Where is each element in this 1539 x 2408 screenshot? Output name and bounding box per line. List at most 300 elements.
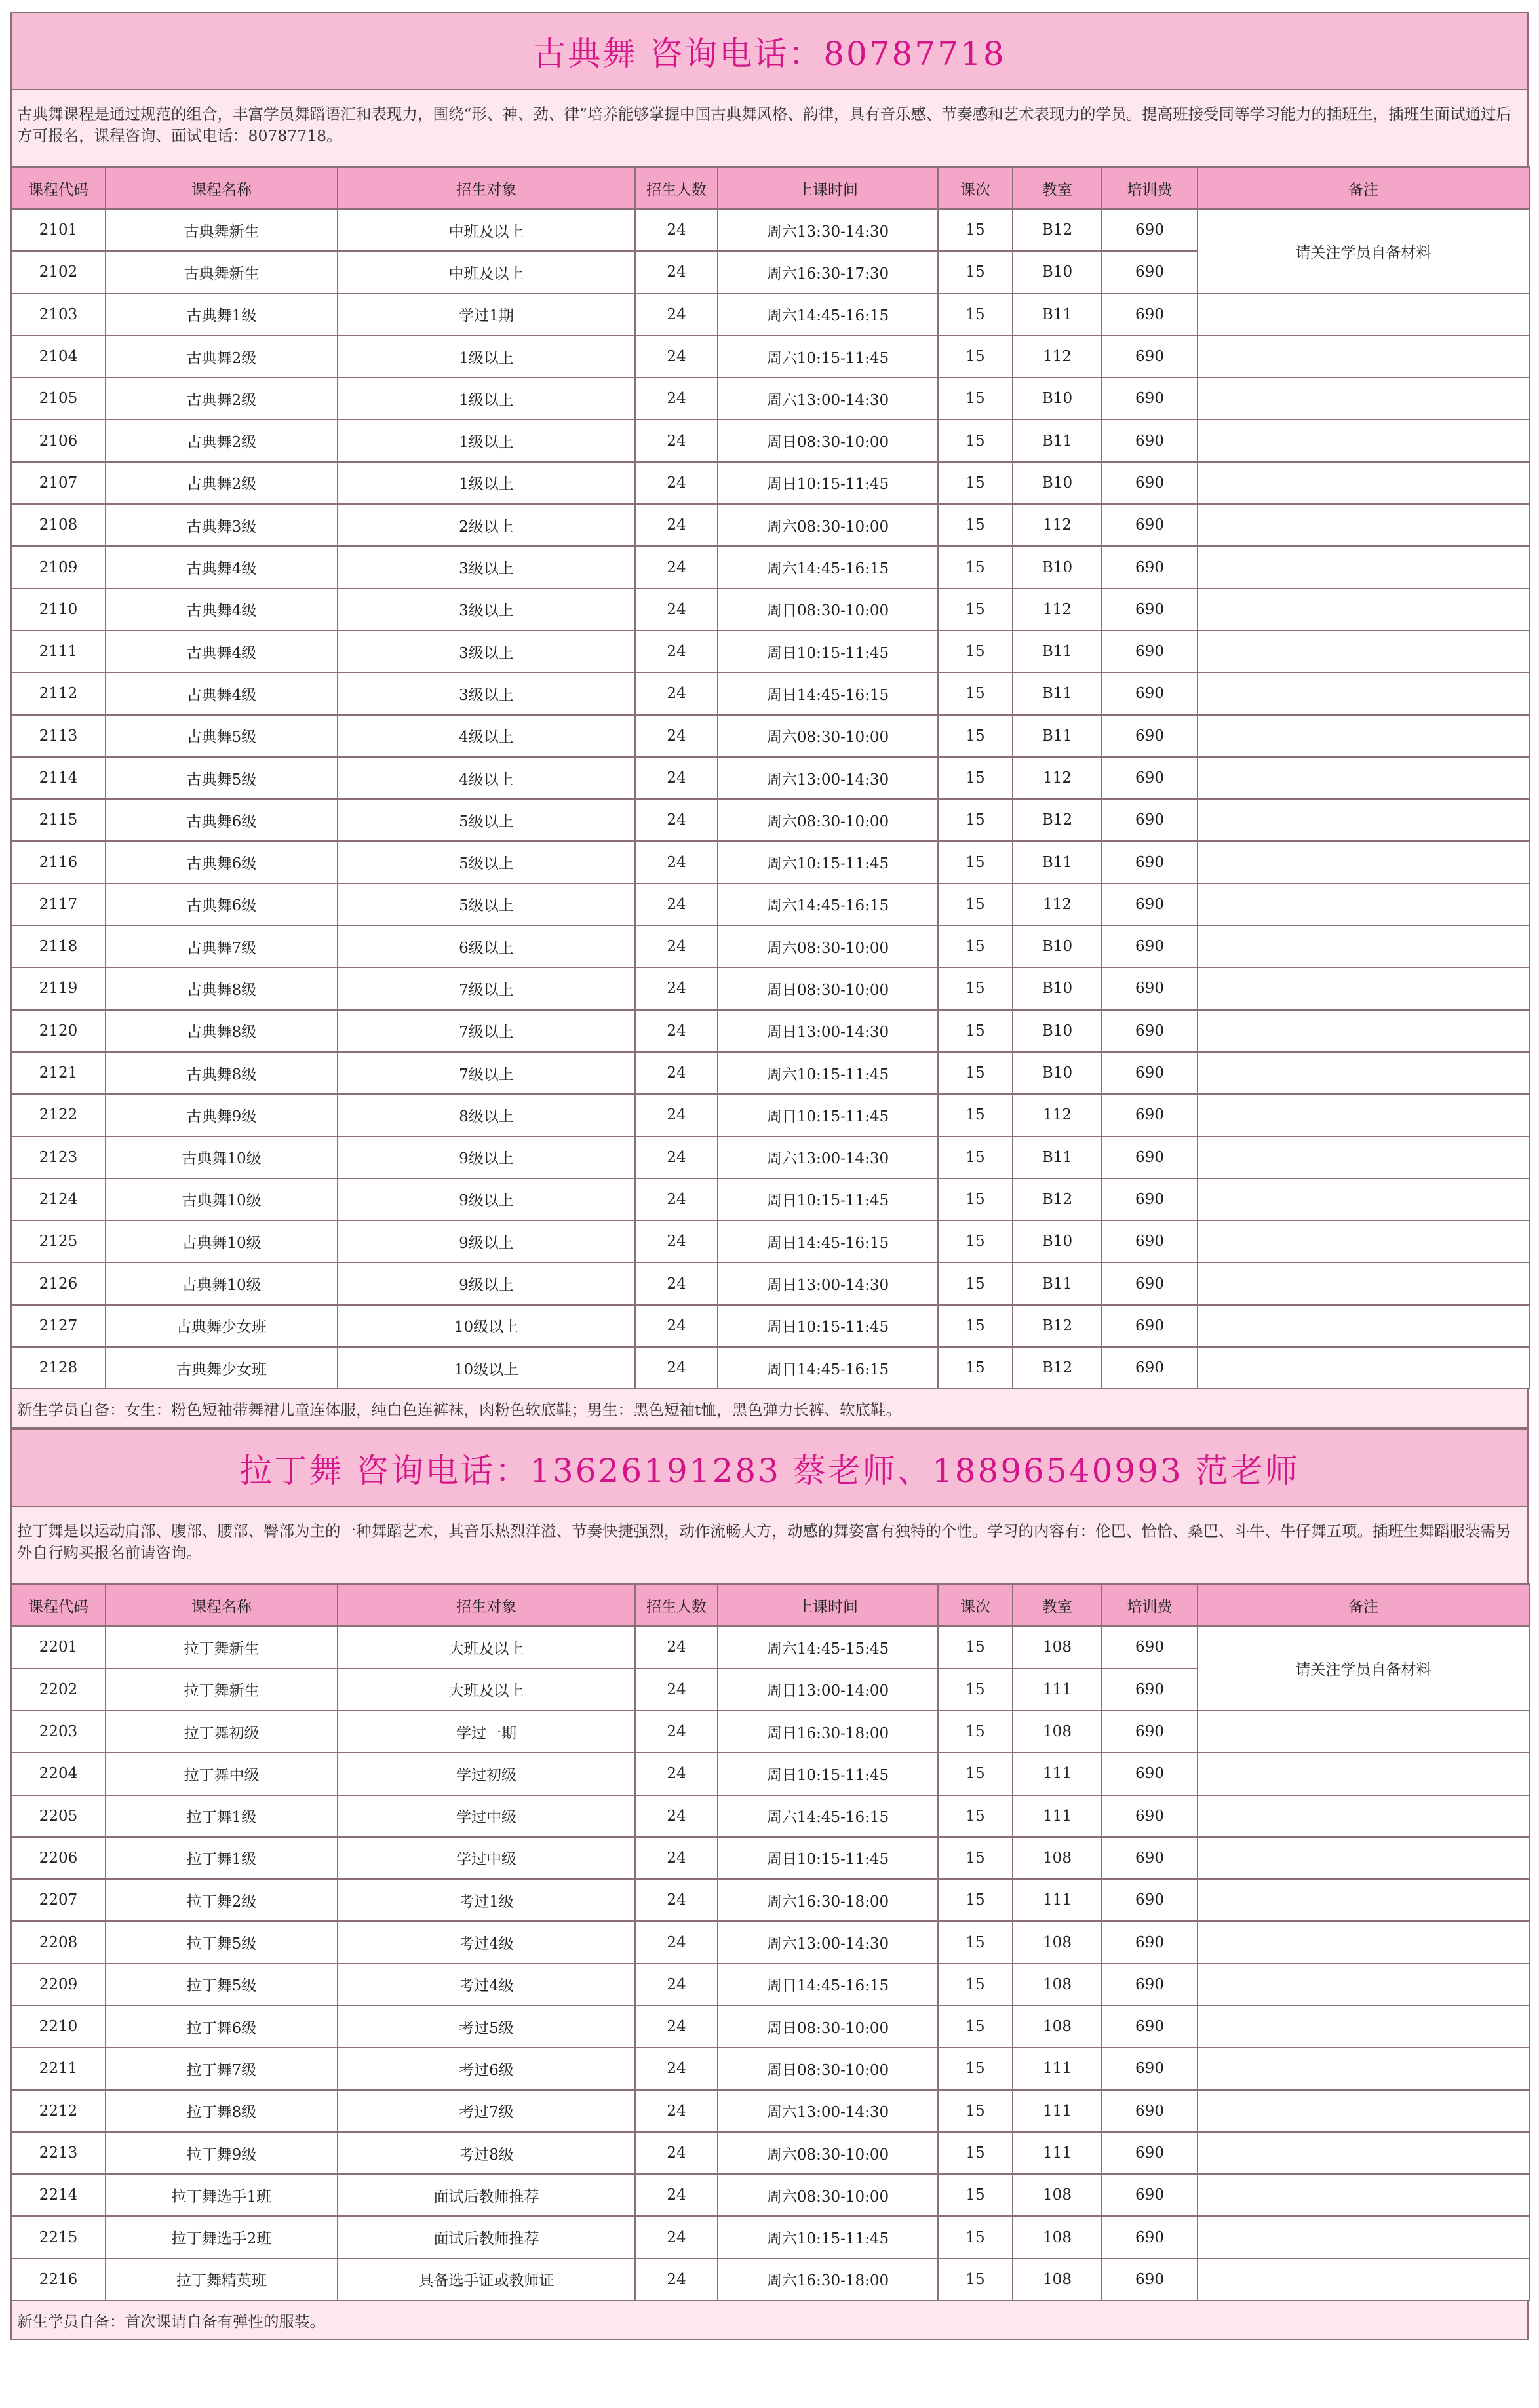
table-cell: 3级以上 [338,672,635,714]
table-cell: 24 [635,419,718,461]
table-cell: 古典舞9级 [106,1094,338,1136]
table-cell: 690 [1102,1178,1198,1220]
column-header: 备注 [1198,167,1529,209]
table-cell: 古典舞3级 [106,504,338,546]
table-row [11,462,1529,504]
table-cell: 2113 [11,715,106,757]
table-cell: 690 [1102,1711,1198,1753]
schedule-table [10,166,1530,1389]
table-cell: 15 [938,1795,1013,1837]
table-cell: 6级以上 [338,925,635,967]
table-cell: 15 [938,2132,1013,2174]
table-cell: 周日14:45-16:15 [718,1964,938,2006]
table-cell: 15 [938,2048,1013,2089]
remark-cell-empty [1198,1305,1529,1347]
section-description: 拉丁舞是以运动肩部、腹部、腰部、臀部为主的一种舞蹈艺术，其音乐热烈洋溢、节奏快捷强烈，动作流畅大方，动感的舞姿富有独特的个性。学习的内容有：伦巴、恰恰、桑巴、斗牛、牛仔舞五项。插班生舞蹈服装需另外自行购买报名前请咨询。 [10,1506,1529,1583]
table-cell: 周六08:30-10:00 [718,504,938,546]
table-cell: 15 [938,419,1013,461]
table-cell: 5级以上 [338,841,635,883]
table-cell: 24 [635,589,718,631]
table-cell: 2126 [11,1262,106,1304]
table-cell: 111 [1013,2048,1102,2089]
table-cell: 24 [635,2174,718,2216]
table-cell: B12 [1013,209,1102,251]
remark-cell-empty [1198,589,1529,631]
remark-cell-empty [1198,378,1529,419]
table-row [11,2048,1529,2089]
table-row [11,715,1529,757]
column-header: 课程代码 [11,1584,106,1626]
remark-cell-empty [1198,2259,1529,2301]
table-row [11,1136,1529,1178]
table-cell: 周日10:15-11:45 [718,1837,938,1879]
table-cell: 15 [938,294,1013,336]
table-cell: 拉丁舞6级 [106,2006,338,2048]
table-cell: B10 [1013,378,1102,419]
table-cell: B12 [1013,1347,1102,1389]
table-cell: 古典舞4级 [106,631,338,672]
table-cell: 24 [635,378,718,419]
table-row [11,1921,1529,1963]
table-cell: 古典舞4级 [106,546,338,588]
table-cell: 考过7级 [338,2090,635,2132]
table-cell: 108 [1013,1711,1102,1753]
table-cell: 周日10:15-11:45 [718,1753,938,1795]
table-cell: 111 [1013,1879,1102,1921]
remark-cell-empty [1198,1795,1529,1837]
table-cell: B12 [1013,1178,1102,1220]
table-cell: 15 [938,884,1013,925]
table-cell: 111 [1013,1669,1102,1711]
table-cell: 690 [1102,1094,1198,1136]
table-cell: 2201 [11,1626,106,1668]
table-cell: 112 [1013,504,1102,546]
table-cell: 15 [938,841,1013,883]
table-row [11,419,1529,461]
latin-dance-section [10,1429,1529,2340]
remark-cell-empty [1198,504,1529,546]
table-cell: 考过6级 [338,2048,635,2089]
table-cell: 拉丁舞新生 [106,1626,338,1668]
table-cell: 周六08:30-10:00 [718,2132,938,2174]
table-cell: 15 [938,1136,1013,1178]
table-cell: 24 [635,2006,718,2048]
table-cell: 690 [1102,336,1198,378]
table-cell: 112 [1013,336,1102,378]
table-cell: 9级以上 [338,1136,635,1178]
table-row [11,1964,1529,2006]
table-cell: 大班及以上 [338,1669,635,1711]
remark-cell-empty [1198,1052,1529,1094]
table-cell: 周日08:30-10:00 [718,967,938,1009]
table-cell: 690 [1102,378,1198,419]
table-cell: 3级以上 [338,631,635,672]
table-cell: 111 [1013,1795,1102,1837]
table-cell: 690 [1102,251,1198,293]
remark-cell-empty [1198,1921,1529,1963]
table-cell: 2112 [11,672,106,714]
table-cell: 15 [938,757,1013,799]
table-cell: 古典舞新生 [106,251,338,293]
column-header: 招生对象 [338,1584,635,1626]
table-cell: 周日08:30-10:00 [718,2006,938,2048]
table-cell: 古典舞8级 [106,1010,338,1052]
table-row [11,757,1529,799]
table-cell: 690 [1102,967,1198,1009]
table-cell: 2级以上 [338,504,635,546]
table-cell: 690 [1102,1262,1198,1304]
table-row [11,504,1529,546]
remark-cell-empty [1198,294,1529,336]
column-header: 教室 [1013,1584,1102,1626]
table-cell: 15 [938,925,1013,967]
table-cell: 8级以上 [338,1094,635,1136]
remark-cell-empty [1198,1753,1529,1795]
table-cell: 周六13:30-14:30 [718,209,938,251]
table-cell: 15 [938,504,1013,546]
table-cell: 15 [938,1837,1013,1879]
table-cell: 15 [938,672,1013,714]
remark-cell-empty [1198,799,1529,841]
table-cell: 112 [1013,589,1102,631]
table-cell: 2122 [11,1094,106,1136]
table-cell: 15 [938,1753,1013,1795]
table-cell: B11 [1013,672,1102,714]
table-cell: 690 [1102,1052,1198,1094]
table-cell: B11 [1013,419,1102,461]
remark-cell-empty [1198,2090,1529,2132]
table-cell: 690 [1102,672,1198,714]
table-cell: 拉丁舞初级 [106,1711,338,1753]
table-cell: 周六14:45-15:45 [718,1626,938,1668]
column-header: 上课时间 [718,167,938,209]
table-cell: 5级以上 [338,884,635,925]
table-cell: 24 [635,251,718,293]
table-cell: 周六13:00-14:30 [718,2090,938,2132]
table-cell: 2208 [11,1921,106,1963]
table-cell: 拉丁舞5级 [106,1964,338,2006]
table-cell: 拉丁舞9级 [106,2132,338,2174]
remark-cell-empty [1198,1347,1529,1389]
table-cell: 15 [938,1178,1013,1220]
table-cell: 9级以上 [338,1220,635,1262]
table-cell: 考过4级 [338,1964,635,2006]
table-cell: 周六08:30-10:00 [718,925,938,967]
table-cell: 24 [635,1052,718,1094]
table-cell: 周日10:15-11:45 [718,631,938,672]
table-cell: 690 [1102,1753,1198,1795]
table-cell: 15 [938,1626,1013,1668]
table-cell: 周六14:45-16:15 [718,884,938,925]
table-cell: 15 [938,2216,1013,2258]
table-row [11,2132,1529,2174]
table-cell: 4级以上 [338,715,635,757]
table-cell: 690 [1102,2259,1198,2301]
table-cell: 古典舞2级 [106,336,338,378]
remark-cell-empty [1198,462,1529,504]
remark-cell-empty [1198,1879,1529,1921]
table-cell: B11 [1013,1262,1102,1304]
table-cell: 112 [1013,757,1102,799]
table-cell: 690 [1102,1347,1198,1389]
table-cell: 古典舞6级 [106,884,338,925]
table-cell: 111 [1013,2090,1102,2132]
column-header: 培训费 [1102,1584,1198,1626]
table-cell: 690 [1102,2048,1198,2089]
table-cell: 考过5级 [338,2006,635,2048]
table-cell: 24 [635,2216,718,2258]
table-cell: 24 [635,209,718,251]
table-cell: 15 [938,1347,1013,1389]
table-cell: 古典舞4级 [106,589,338,631]
table-cell: 学过中级 [338,1837,635,1879]
table-row [11,2090,1529,2132]
table-row [11,2259,1529,2301]
table-cell: 周六14:45-16:15 [718,1795,938,1837]
table-row [11,967,1529,1009]
table-cell: 2120 [11,1010,106,1052]
table-cell: 周六10:15-11:45 [718,336,938,378]
remark-cell-empty [1198,1837,1529,1879]
table-cell: 周六14:45-16:15 [718,294,938,336]
table-cell: 古典舞8级 [106,1052,338,1094]
table-cell: 古典舞4级 [106,672,338,714]
table-cell: 15 [938,1052,1013,1094]
table-cell: 690 [1102,2132,1198,2174]
table-cell: 古典舞2级 [106,462,338,504]
table-cell: 中班及以上 [338,251,635,293]
table-cell: 学过中级 [338,1795,635,1837]
remark-cell-empty [1198,884,1529,925]
table-cell: 拉丁舞8级 [106,2090,338,2132]
table-row [11,1052,1529,1094]
table-cell: 690 [1102,546,1198,588]
table-cell: 面试后教师推荐 [338,2174,635,2216]
table-cell: 1级以上 [338,336,635,378]
table-cell: 2205 [11,1795,106,1837]
remark-cell-empty [1198,336,1529,378]
section-title: 拉丁舞 咨询电话：13626191283 蔡老师、18896540993 范老师 [10,1429,1529,1506]
table-cell: 15 [938,1220,1013,1262]
table-cell: 考过1级 [338,1879,635,1921]
table-cell: 15 [938,1711,1013,1753]
table-cell: 2110 [11,589,106,631]
table-cell: 大班及以上 [338,1626,635,1668]
table-cell: 690 [1102,1010,1198,1052]
table-cell: 24 [635,715,718,757]
table-cell: B10 [1013,967,1102,1009]
table-cell: 690 [1102,884,1198,925]
remark-cell: 请关注学员自备材料 [1198,1626,1529,1711]
table-cell: 108 [1013,2006,1102,2048]
table-cell: B11 [1013,631,1102,672]
table-cell: 24 [635,1711,718,1753]
table-row [11,589,1529,631]
remark-cell-empty [1198,1262,1529,1304]
table-cell: 15 [938,2006,1013,2048]
column-header: 课程名称 [106,1584,338,1626]
table-cell: 15 [938,1094,1013,1136]
table-cell: 周日13:00-14:00 [718,1669,938,1711]
table-row [11,799,1529,841]
table-cell: 690 [1102,757,1198,799]
table-cell: 690 [1102,419,1198,461]
table-cell: 古典舞5级 [106,757,338,799]
table-row [11,1753,1529,1795]
table-cell: 15 [938,1305,1013,1347]
table-cell: 周六08:30-10:00 [718,799,938,841]
table-cell: 考过4级 [338,1921,635,1963]
table-cell: 1级以上 [338,419,635,461]
remark-cell-empty [1198,2216,1529,2258]
table-cell: 1级以上 [338,462,635,504]
table-cell: 古典舞少女班 [106,1305,338,1347]
table-cell: 周六13:00-14:30 [718,1136,938,1178]
column-header: 课程名称 [106,167,338,209]
schedule-sheet [10,12,1529,2340]
table-row [11,1262,1529,1304]
table-cell: 690 [1102,2090,1198,2132]
table-cell: 690 [1102,1626,1198,1668]
table-cell: 690 [1102,1879,1198,1921]
table-cell: 2111 [11,631,106,672]
table-cell: 690 [1102,1136,1198,1178]
table-cell: 拉丁舞新生 [106,1669,338,1711]
table-cell: 周六10:15-11:45 [718,841,938,883]
remark-cell-empty [1198,925,1529,967]
table-cell: 古典舞10级 [106,1136,338,1178]
table-cell: 24 [635,884,718,925]
remark-cell-empty [1198,841,1529,883]
table-cell: 古典舞2级 [106,419,338,461]
table-cell: 周日10:15-11:45 [718,1094,938,1136]
table-cell: 古典舞1级 [106,294,338,336]
table-cell: 2117 [11,884,106,925]
table-cell: 24 [635,1669,718,1711]
table-cell: 24 [635,2132,718,2174]
table-cell: 108 [1013,2259,1102,2301]
table-cell: 690 [1102,1964,1198,2006]
table-cell: 2215 [11,2216,106,2258]
remark-cell-empty [1198,419,1529,461]
table-cell: 24 [635,631,718,672]
table-cell: 690 [1102,462,1198,504]
table-row [11,336,1529,378]
table-cell: 古典舞8级 [106,967,338,1009]
table-row [11,672,1529,714]
table-cell: 2106 [11,419,106,461]
table-cell: 古典舞5级 [106,715,338,757]
table-cell: 24 [635,841,718,883]
table-cell: 111 [1013,2132,1102,2174]
table-cell: 15 [938,2174,1013,2216]
table-cell: 24 [635,1921,718,1963]
table-cell: 拉丁舞1级 [106,1795,338,1837]
classical-dance-section [10,12,1529,1429]
table-cell: 24 [635,2090,718,2132]
table-cell: 4级以上 [338,757,635,799]
table-cell: 15 [938,1879,1013,1921]
table-cell: 690 [1102,589,1198,631]
header-row [11,167,1529,209]
table-cell: 2116 [11,841,106,883]
table-cell: 古典舞少女班 [106,1347,338,1389]
table-row [11,209,1529,251]
table-cell: B10 [1013,1010,1102,1052]
table-cell: 拉丁舞选手1班 [106,2174,338,2216]
table-cell: 108 [1013,2216,1102,2258]
table-row [11,378,1529,419]
table-cell: 2209 [11,1964,106,2006]
table-cell: 周六10:15-11:45 [718,1052,938,1094]
table-cell: 2202 [11,1669,106,1711]
table-cell: 周日08:30-10:00 [718,419,938,461]
table-cell: 24 [635,1837,718,1879]
table-cell: B10 [1013,1220,1102,1262]
table-cell: 2123 [11,1136,106,1178]
table-cell: 15 [938,209,1013,251]
table-cell: 112 [1013,1094,1102,1136]
table-cell: 周日13:00-14:30 [718,1010,938,1052]
table-cell: 2109 [11,546,106,588]
table-cell: 周六13:00-14:30 [718,378,938,419]
table-cell: 周日13:00-14:30 [718,1262,938,1304]
section-footer-note: 新生学员自备：女生：粉色短袖带舞裙儿童连体服，纯白色连裤袜，肉粉色软底鞋；男生：黑色短袖t恤，黑色弹力长裤、软底鞋。 [10,1389,1529,1429]
column-header: 备注 [1198,1584,1529,1626]
remark-cell-empty [1198,631,1529,672]
table-row [11,841,1529,883]
table-row [11,1837,1529,1879]
table-cell: 3级以上 [338,546,635,588]
table-row [11,1220,1529,1262]
table-cell: 周日10:15-11:45 [718,1305,938,1347]
table-cell: 古典舞10级 [106,1262,338,1304]
table-cell: 7级以上 [338,967,635,1009]
table-cell: 24 [635,1220,718,1262]
table-cell: 学过1期 [338,294,635,336]
remark-cell-empty [1198,1964,1529,2006]
remark-cell-empty [1198,2132,1529,2174]
table-cell: 690 [1102,1795,1198,1837]
table-cell: 24 [635,672,718,714]
table-cell: 24 [635,1347,718,1389]
table-cell: B12 [1013,799,1102,841]
column-header: 上课时间 [718,1584,938,1626]
table-cell: 考过8级 [338,2132,635,2174]
table-cell: 690 [1102,1837,1198,1879]
table-cell: 24 [635,1262,718,1304]
table-row [11,1305,1529,1347]
table-cell: 2124 [11,1178,106,1220]
table-cell: B10 [1013,462,1102,504]
table-cell: 学过初级 [338,1753,635,1795]
table-cell: 周六13:00-14:30 [718,757,938,799]
table-cell: 10级以上 [338,1347,635,1389]
table-cell: 周六16:30-17:30 [718,251,938,293]
table-cell: 3级以上 [338,589,635,631]
table-cell: 15 [938,799,1013,841]
table-row [11,2174,1529,2216]
table-cell: 2101 [11,209,106,251]
table-cell: 5级以上 [338,799,635,841]
table-cell: 2213 [11,2132,106,2174]
table-cell: 15 [938,251,1013,293]
table-cell: 7级以上 [338,1052,635,1094]
table-cell: 7级以上 [338,1010,635,1052]
table-cell: 2211 [11,2048,106,2089]
table-cell: B10 [1013,1052,1102,1094]
table-cell: 15 [938,336,1013,378]
